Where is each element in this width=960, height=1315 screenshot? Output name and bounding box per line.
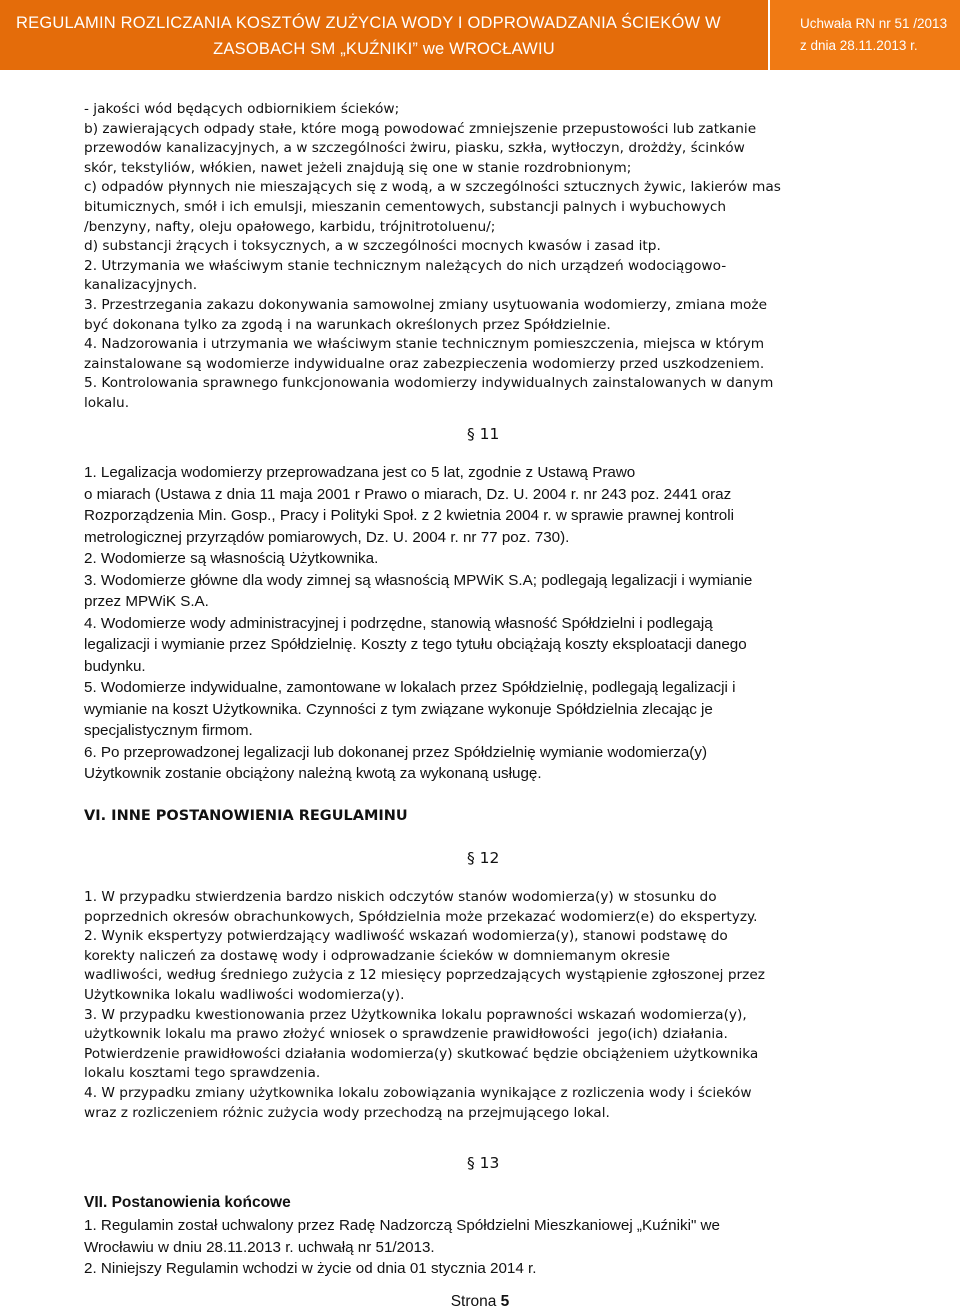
- text-line: 3. W przypadku kwestionowania przez Użytkownika lokalu poprawności wskazań wodomierza(y),: [84, 1006, 747, 1023]
- text-line: Potwierdzenie prawidłowości działania wodomierza(y) skutkować będzie obciążeniem użytkownika: [84, 1045, 759, 1062]
- text-line: Użytkownika lokalu wadliwości wodomierza(y).: [84, 986, 405, 1003]
- header-date: z dnia 28.11.2013 r.: [800, 38, 918, 53]
- header-title-line2: ZASOBACH SM „KUŹNIKI” we WROCŁAWIU: [213, 40, 555, 58]
- text-line: skór, tekstyliów, włókien, nawet jeżeli znajdują się one w stanie rozdrobnionym;: [84, 159, 632, 176]
- paragraph-11-text: [84, 462, 884, 785]
- text-line: użytkownik lokalu ma prawo złożyć wniosek o sprawdzenie prawidłowości jego(ich) działania.: [84, 1026, 728, 1043]
- text-line: o miarach (Ustawa z dnia 11 maja 2001 r Prawo o miarach, Dz. U. 2004 r. nr 243 poz. 2441 oraz: [84, 485, 732, 503]
- section-top-text: [84, 100, 884, 414]
- text-line: 4. Nadzorowania i utrzymania we właściwym stanie technicznym pomieszczenia, miejsca w którym: [84, 336, 765, 353]
- text-line: metrologicznej przyrządów pomiarowych, Dz. U. 2004 r. nr 77 poz. 730).: [84, 528, 570, 546]
- text-line: 1. Legalizacja wodomierzy przeprowadzana jest co 5 lat, zgodnie z Ustawą Prawo: [84, 464, 636, 481]
- page-header: [0, 0, 960, 70]
- text-line: 4. Wodomierze wody administracyjnej i podrzędne, stanowią własność Spółdzielni i podlegają: [84, 614, 713, 632]
- header-resolution-block: [768, 0, 960, 70]
- text-line: b) zawierających odpady stałe, które mogą powodować zmniejszenie przepustowości lub zatkanie: [84, 120, 757, 137]
- section-7-heading: VII. Postanowienia końcowe: [84, 1194, 291, 1211]
- text-line: 2. Utrzymania we właściwym stanie technicznym należących do nich urządzeń wodociągowo-: [84, 257, 727, 274]
- text-line: c) odpadów płynnych nie mieszających się z wodą, a w szczególności sztucznych żywic, lakierów mas: [84, 179, 781, 196]
- footer-page-number: 5: [500, 1293, 510, 1310]
- text-line: wraz z rozliczeniem różnic zużycia wody przechodzą na przejmującego lokal.: [84, 1104, 610, 1121]
- footer-label: Strona: [450, 1293, 497, 1310]
- text-line: zainstalowane są wodomierze indywidualne oraz zabezpieczenia wodomierzy przed uszkodzeniem.: [84, 355, 765, 372]
- text-line: 5. Wodomierze indywidualne, zamontowane w lokalach przez Spółdzielnię, podlegają legalizacji i: [84, 679, 736, 696]
- text-line: wymianie na koszt Użytkownika. Czynności z tym związane wykonuje Spółdzielnia zlecając je: [84, 700, 713, 718]
- page-footer: [0, 1293, 960, 1311]
- paragraph-12-text: [84, 888, 884, 1123]
- text-line: Wrocławiu w dniu 28.11.2013 r. uchwałą nr 51/2013.: [84, 1238, 435, 1256]
- text-line: 5. Kontrolowania sprawnego funkcjonowania wodomierzy indywidualnych zainstalowanych w danym: [84, 375, 774, 392]
- text-line: 3. Wodomierze główne dla wody zimnej są własnością MPWiK S.A; podlegają legalizacji i wymianie: [84, 571, 753, 589]
- text-line: 2. Niniejszy Regulamin wchodzi w życie od dnia 01 stycznia 2014 r.: [84, 1260, 537, 1277]
- header-resolution: Uchwała RN nr 51 /2013: [800, 16, 948, 31]
- text-line: 2. Wodomierze są własnością Użytkownika.: [84, 550, 379, 567]
- text-line: być dokonana tylko za zgodą i na warunkach określonych przez Spółdzielnie.: [84, 316, 611, 333]
- text-line: korekty naliczeń za dostawę wody i odprowadzanie ścieków w domniemanym okresie: [84, 947, 671, 964]
- text-line: d) substancji żrących i toksycznych, a w szczególności mocnych kwasów i zasad itp.: [84, 238, 661, 255]
- text-line: 1. W przypadku stwierdzenia bardzo niskich odczytów stanów wodomierza(y) w stosunku do: [84, 889, 717, 905]
- text-line: przez MPWiK S.A.: [84, 593, 209, 610]
- text-line: 2. Wynik ekspertyzy potwierdzający wadliwość wskazań wodomierza(y), stanowi podstawę do: [84, 928, 728, 945]
- text-line: lokalu kosztami tego sprawdzenia.: [84, 1065, 321, 1082]
- paragraph-12-mark: § 12: [467, 849, 500, 867]
- paragraph-13-text: [84, 1215, 884, 1280]
- paragraph-11-mark: § 11: [467, 425, 500, 443]
- text-line: wadliwości, według średniego zużycia z 12 miesięcy poprzedzających wystąpienie zgłoszonej przez: [84, 967, 765, 984]
- text-line: specjalistycznym firmom.: [84, 722, 253, 739]
- text-line: 4. W przypadku zmiany użytkownika lokalu zobowiązania wynikające z rozliczenia wody i ścieków: [84, 1084, 752, 1101]
- text-line: 3. Przestrzegania zakazu dokonywania samowolnej zmiany usytuowania wodomierzy, zmiana może: [84, 296, 768, 313]
- text-line: Rozporządzenia Min. Gosp., Pracy i Polityki Społ. z 2 kwietnia 2004 r. w sprawie prawnej kontroli: [84, 507, 734, 524]
- section-6-heading: VI. INNE POSTANOWIENIA REGULAMINU: [84, 808, 408, 824]
- text-line: - jakości wód będących odbiornikiem ścieków;: [84, 101, 400, 117]
- text-line: 1. Regulamin został uchwalony przez Radę Nadzorczą Spółdzielni Mieszkaniowej „Kuźniki" we: [84, 1217, 720, 1234]
- text-line: kanalizacyjnych.: [84, 277, 198, 294]
- paragraph-13-mark: § 13: [467, 1154, 500, 1172]
- header-title-line1: REGULAMIN ROZLICZANIA KOSZTÓW ZUŻYCIA WODY I ODPROWADZANIA ŚCIEKÓW W: [16, 14, 721, 32]
- text-line: bitumicznych, smół i ich emulsji, mieszanin cementowych, substancji palnych i wybuchowych: [84, 198, 727, 215]
- text-line: przewodów kanalizacyjnych, a w szczególności żwiru, piasku, szkła, wytłoczyn, drożdży, ścinków: [84, 140, 745, 157]
- text-line: legalizacji i wymianie przez Spółdzielnię. Koszty z tego tytułu obciążają koszty eksploatacji danego: [84, 636, 747, 653]
- text-line: Użytkownik zostanie obciążony należną kwotą za wykonaną usługę.: [84, 765, 542, 782]
- header-divider: [768, 0, 770, 70]
- text-line: poprzednich okresów obrachunkowych, Spółdzielnia może przekazać wodomierz(e) do ekspertyzy.: [84, 908, 758, 925]
- text-line: lokalu.: [84, 394, 130, 411]
- text-line: 6. Po przeprowadzonej legalizacji lub dokonanej przez Spółdzielnię wymianie wodomierza(y): [84, 743, 708, 761]
- header-title-block: [0, 0, 768, 70]
- text-line: /benzyny, nafty, oleju opałowego, karbidu, trójnitrotoluenu/;: [84, 218, 496, 235]
- text-line: budynku.: [84, 657, 146, 675]
